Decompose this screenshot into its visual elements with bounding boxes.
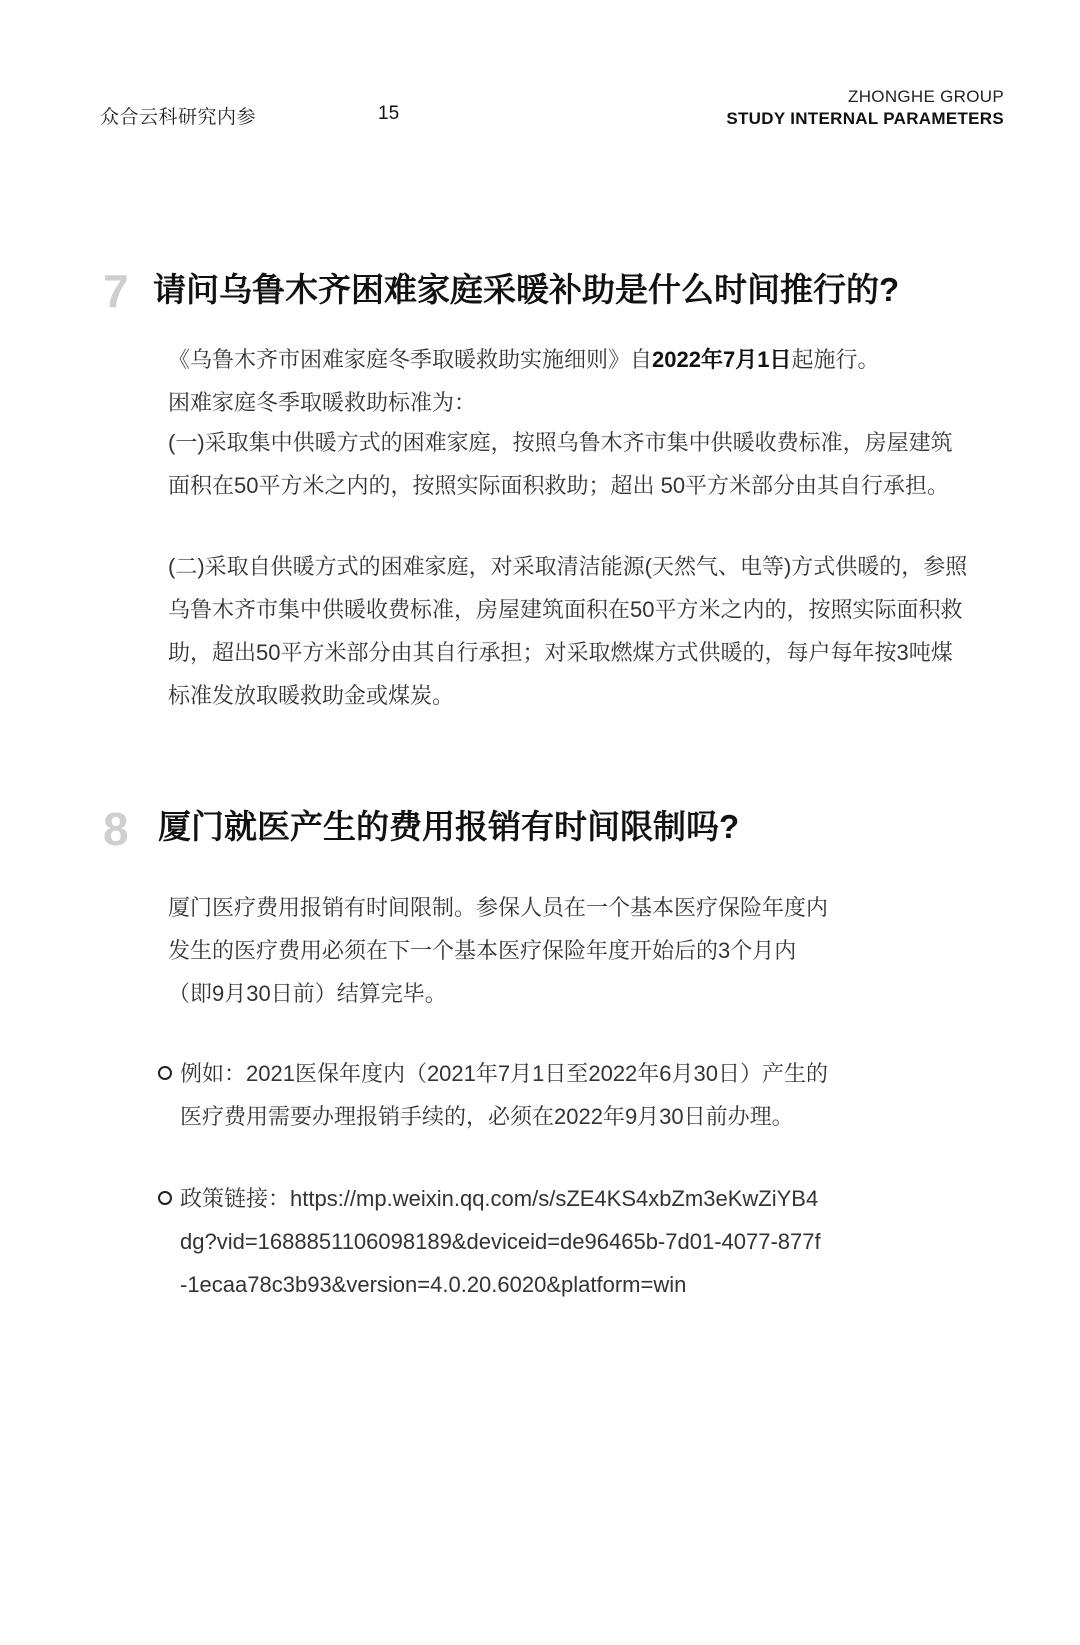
publication-title: 众合云科研究内参 xyxy=(100,107,257,128)
section7-item-2: (二)采取自供暖方式的困难家庭，对采取清洁能源(天然气、电等)方式供暖的，参照乌鲁木齐市集中供暖收费标准，房屋建筑面积在50平方米之内的，按照实际面积救助，超出50平方米部分由其自行承担；对采取燃煤方式供暖的，每户每年按3吨煤标准发放取暖救助金或煤炭。 xyxy=(168,554,968,708)
question-title-8: 厦门就医产生的费用报销有时间限制吗? xyxy=(158,808,740,845)
intro-text: 《乌鲁木齐市困难家庭冬季取暖救助实施细则》自 xyxy=(168,347,653,372)
bullet-policy-link xyxy=(158,1177,823,1306)
section7-standard-heading: 困难家庭冬季取暖救助标准为： xyxy=(168,390,477,415)
policy-link-text[interactable]: 政策链接：https://mp.weixin.qq.com/s/sZE4KS4xbZm3eKwZiYB4dg?vid=1688851106098189&deviceid=de96465b-7d01-4077-877f-1ecaa78c3b93&version=4.0.20.6020&platform=win xyxy=(180,1186,821,1297)
bullet-example-text: 例如：2021医保年度内（2021年7月1日至2022年6月30日）产生的医疗费用需要办理报销手续的，必须在2022年9月30日前办理。 xyxy=(180,1061,829,1129)
section8-answer: 厦门医疗费用报销有时间限制。参保人员在一个基本医疗保险年度内发生的医疗费用必须在下一个基本医疗保险年度开始后的3个月内（即9月30日前）结算完毕。 xyxy=(168,895,829,1006)
question-number-7: 7 xyxy=(103,265,129,317)
bullet-circle-icon xyxy=(158,1191,172,1205)
intro-text-end: 起施行。 xyxy=(791,347,880,372)
bullet-example xyxy=(158,1052,838,1138)
effective-date: 2022年7月1日 xyxy=(652,347,792,372)
section7-intro xyxy=(168,338,968,381)
page-number: 15 xyxy=(378,103,400,124)
section7-item-1: (一)采取集中供暖方式的困难家庭，按照乌鲁木齐市集中供暖收费标准，房屋建筑面积在50平方米之内的，按照实际面积救助；超出 50平方米部分由其自行承担。 xyxy=(168,430,953,498)
question-title-7: 请问乌鲁木齐困难家庭采暖补助是什么时间推行的? xyxy=(153,271,900,308)
brand-block xyxy=(726,86,1004,130)
question-number-8: 8 xyxy=(103,803,129,855)
brand-line-2: STUDY INTERNAL PARAMETERS xyxy=(726,109,1004,128)
brand-line-1: ZHONGHE GROUP xyxy=(848,87,1004,106)
bullet-circle-icon xyxy=(158,1066,172,1080)
